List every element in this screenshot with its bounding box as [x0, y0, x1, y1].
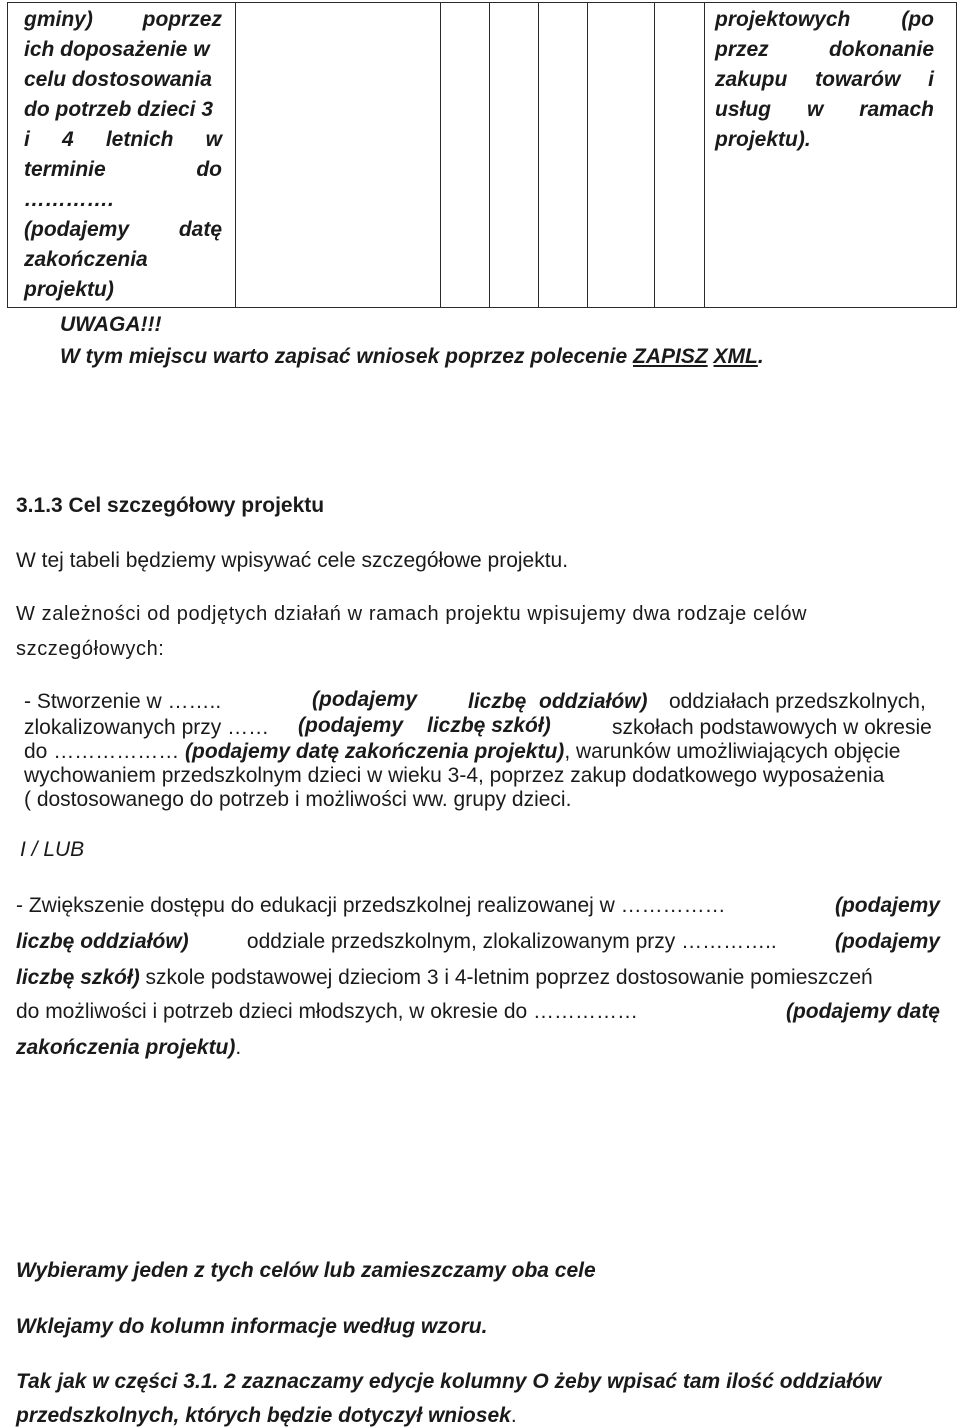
- table-cell-first-column: [24, 5, 222, 305]
- goal1-line-1-oddzialow: oddziałów): [539, 690, 648, 713]
- col1-word: zakończenia: [24, 248, 148, 271]
- col1-word: poprzez: [142, 8, 222, 31]
- table-cell-last-column: [715, 5, 934, 155]
- col1-line: [24, 125, 222, 155]
- goal1-line-2-start: zlokalizowanych przy ……: [24, 716, 270, 739]
- col1-line: [24, 5, 222, 35]
- goal1-line-3-start: do ………………: [24, 740, 180, 763]
- goal1-line-2-end: szkołach podstawowych w okresie: [612, 716, 932, 739]
- table-column-divider: [489, 2, 490, 308]
- instruction-as-part-line-1: Tak jak w części 3.1. 2 zaznaczamy edycje kolumny O żeby wpisać tam ilość oddziałów: [16, 1370, 882, 1393]
- col1-line: [24, 35, 222, 65]
- col1-word: (podajemy: [24, 218, 130, 241]
- goal1-line-3-podajemy: (podajemy datę zakończenia projektu): [185, 740, 565, 763]
- col1-line: [24, 155, 222, 185]
- goal2-line-2-middle: oddziale przedszkolnym, zlokalizowanym przy …………..: [246, 930, 777, 953]
- table-column-divider: [587, 2, 588, 308]
- instruction-as-part-period: .: [510, 1404, 517, 1427]
- collast-word: projektu).: [715, 128, 811, 151]
- collast-word: towarów: [815, 68, 901, 91]
- goal2-line-5: [16, 1036, 241, 1060]
- col1-line: [24, 95, 222, 125]
- col1-line: [24, 215, 222, 245]
- xml-command-link: XML: [713, 345, 758, 368]
- collast-word: projektowych: [715, 8, 851, 31]
- goal2-line-1-podajemy: (podajemy: [834, 894, 940, 917]
- col1-line: [24, 65, 222, 95]
- goal2-line-4: [16, 1000, 940, 1024]
- col1-word: i: [24, 128, 30, 151]
- notice-text: [60, 345, 764, 369]
- goal2-line-5-period: .: [235, 1036, 242, 1059]
- table-column-divider: [538, 2, 539, 308]
- goal2-line-3-liczbe-szkol: liczbę szkół): [16, 966, 140, 989]
- goal1-line-1-podajemy: (podajemy: [312, 688, 418, 711]
- col1-word: ich doposażenie w: [24, 38, 210, 61]
- collast-word: i: [928, 68, 934, 91]
- col1-word: 4: [61, 128, 74, 151]
- col1-word: w: [205, 128, 222, 151]
- notice-text-prefix: W tym miejscu warto zapisać wniosek poprzez polecenie: [60, 345, 628, 368]
- col1-word: letnich: [105, 128, 174, 151]
- goal2-line-5-zakonczenia: zakończenia projektu): [16, 1036, 236, 1059]
- goal1-line-3-end: , warunków umożliwiających objęcie: [564, 740, 901, 763]
- goal2-line-1: [16, 894, 940, 918]
- goal1-line-3: [24, 740, 900, 764]
- section-heading: 3.1.3 Cel szczegółowy projektu: [16, 494, 325, 517]
- col1-word: ………….: [24, 188, 114, 211]
- col1-word: do potrzeb dzieci 3: [24, 98, 214, 121]
- goal1-line-1-end: oddziałach przedszkolnych,: [669, 690, 926, 713]
- goal1-line-2-podajemy: (podajemy: [298, 714, 404, 737]
- col1-word: terminie: [24, 158, 106, 181]
- collast-word: ramach: [859, 98, 934, 121]
- goal2-line-3: [16, 966, 873, 990]
- col1-word: projektu): [24, 278, 114, 301]
- instruction-as-part-line-2: [16, 1404, 517, 1428]
- dependence-text-line-1: W zależności od podjętych działań w ramach projektu wpisujemy dwa rodzaje celów: [16, 603, 808, 625]
- collast-word: dokonanie: [828, 38, 934, 61]
- goal2-line-2-podajemy: (podajemy: [834, 930, 940, 953]
- collast-word: zakupu: [715, 68, 788, 91]
- goal1-line-1-start: - Stworzenie w ……..: [24, 690, 222, 713]
- notice-text-suffix: .: [757, 345, 764, 368]
- collast-word: przez: [715, 38, 769, 61]
- goal1-line-1-liczbe: liczbę: [468, 690, 527, 713]
- collast-line: [715, 65, 934, 95]
- collast-line: [715, 125, 934, 155]
- goal2-line-4-podajemy: (podajemy datę: [785, 1000, 940, 1023]
- col1-word: gminy): [24, 8, 93, 31]
- col1-line: [24, 245, 222, 275]
- goal2-line-2-liczbe-oddzialow: liczbę oddziałów): [16, 930, 189, 953]
- goal1-line-2-liczbe-szkol: liczbę szkół): [427, 714, 551, 737]
- or-label: I / LUB: [20, 838, 85, 861]
- table-column-divider: [704, 2, 705, 308]
- instruction-paste: Wklejamy do kolumn informacje według wzoru.: [16, 1315, 488, 1338]
- instruction-as-part-bold: przedszkolnych, których będzie dotyczył wniosek: [16, 1404, 511, 1427]
- goal2-line-4-start: do możliwości i potrzeb dzieci młodszych, w okresie do ……………: [16, 1000, 639, 1023]
- col1-line: [24, 185, 222, 215]
- collast-line: [715, 95, 934, 125]
- collast-line: [715, 35, 934, 65]
- col1-word: do: [196, 158, 222, 181]
- goal1-line-4: wychowaniem przedszkolnym dzieci w wieku 3-4, poprzez zakup dodatkowego wyposażenia: [24, 764, 885, 787]
- collast-word: usług: [715, 98, 771, 121]
- col1-word: datę: [178, 218, 222, 241]
- section-intro: W tej tabeli będziemy wpisywać cele szczegółowe projektu.: [16, 549, 569, 572]
- goal1-line-5: ( dostosowanego do potrzeb i możliwości ww. grupy dzieci.: [24, 788, 572, 811]
- zapisz-command-link: ZAPISZ: [633, 345, 708, 368]
- collast-word: w: [806, 98, 824, 121]
- instruction-choose: Wybieramy jeden z tych celów lub zamieszczamy oba cele: [16, 1259, 596, 1282]
- col1-word: celu dostosowania: [24, 68, 212, 91]
- collast-word: (po: [901, 8, 934, 31]
- goal2-line-1-start: - Zwiększenie dostępu do edukacji przedszkolnej realizowanej w ……………: [16, 894, 726, 917]
- table-column-divider: [654, 2, 655, 308]
- col1-line: [24, 275, 222, 305]
- goal2-line-3-end: szkole podstawowej dzieciom 3 i 4-letnim poprzez dostosowanie pomieszczeń: [145, 966, 873, 989]
- goal2-line-2: [16, 930, 940, 954]
- table-column-divider: [440, 2, 441, 308]
- dependence-text-line-2: szczegółowych:: [16, 638, 165, 660]
- notice-title: UWAGA!!!: [60, 313, 162, 336]
- collast-line: [715, 5, 934, 35]
- table-column-divider: [235, 2, 236, 308]
